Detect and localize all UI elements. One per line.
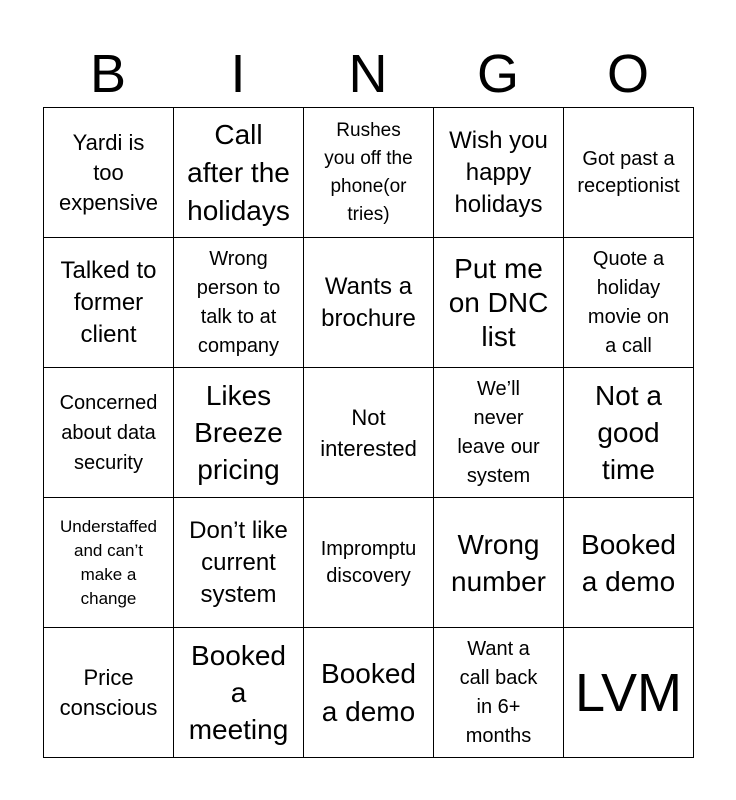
cell-text: Not interested <box>320 404 417 461</box>
cell-text: Booked a meeting <box>188 640 289 745</box>
cell-text: Call after the holidays <box>187 118 290 226</box>
cell-text: Got past a receptionist <box>577 147 680 197</box>
bingo-cell[interactable] <box>44 238 174 368</box>
bingo-cell[interactable] <box>304 628 434 758</box>
bingo-cell[interactable] <box>564 498 694 628</box>
cell-text: Wrong number <box>451 528 546 597</box>
header-letter-n: N <box>348 44 388 104</box>
cell-text: Wish you happy holidays <box>449 126 548 218</box>
bingo-cell[interactable] <box>44 628 174 758</box>
bingo-grid <box>43 107 694 758</box>
cell-text: Quote a holiday movie on a call <box>587 247 670 357</box>
bingo-cell[interactable] <box>434 628 564 758</box>
bingo-cell[interactable] <box>304 108 434 238</box>
bingo-cell[interactable] <box>434 498 564 628</box>
cell-text: We’ll never leave our system <box>457 377 540 487</box>
cell-text: Don’t like current system <box>189 516 288 608</box>
bingo-cell[interactable] <box>564 368 694 498</box>
cell-text: Want a call back in 6+ months <box>459 637 538 747</box>
cell-text: LVM <box>574 662 683 723</box>
bingo-cell[interactable] <box>304 368 434 498</box>
cell-text: Wants a brochure <box>321 272 416 332</box>
bingo-cell[interactable] <box>434 368 564 498</box>
bingo-cell[interactable] <box>174 108 304 238</box>
cell-text: Put me on DNC list <box>448 252 549 352</box>
bingo-cell[interactable] <box>44 498 174 628</box>
bingo-header <box>43 40 693 108</box>
bingo-cell[interactable] <box>434 238 564 368</box>
header-letter-g: G <box>476 44 519 104</box>
bingo-cell[interactable] <box>44 368 174 498</box>
bingo-cell[interactable] <box>304 498 434 628</box>
cell-text: Talked to former client <box>60 256 157 348</box>
bingo-cell[interactable] <box>174 628 304 758</box>
cell-text: Wrong person to talk to at company <box>196 247 281 357</box>
cell-text: Not a good time <box>595 380 662 485</box>
cell-text: Impromptu discovery <box>320 537 417 587</box>
bingo-cell[interactable] <box>44 108 174 238</box>
header-letter-b: B <box>89 44 127 104</box>
header-letter-i: I <box>230 44 246 104</box>
cell-text: Understaffed and can’t make a change <box>59 516 158 608</box>
bingo-cell[interactable] <box>564 238 694 368</box>
cell-text: Rushes you off the phone(or tries) <box>324 119 413 225</box>
cell-text: Price conscious <box>59 664 158 720</box>
bingo-cell[interactable] <box>434 108 564 238</box>
cell-text: Yardi is too expensive <box>58 129 159 215</box>
bingo-cell[interactable] <box>564 108 694 238</box>
bingo-cell[interactable] <box>174 368 304 498</box>
bingo-cell[interactable] <box>304 238 434 368</box>
cell-text: Likes Breeze pricing <box>194 380 283 485</box>
header-letter-o: O <box>606 44 649 104</box>
bingo-cell[interactable] <box>174 238 304 368</box>
cell-text: Booked a demo <box>321 657 416 727</box>
cell-text: Concerned about data security <box>59 391 158 474</box>
cell-text: Booked a demo <box>581 528 676 597</box>
bingo-cell[interactable] <box>174 498 304 628</box>
bingo-cell[interactable] <box>564 628 694 758</box>
